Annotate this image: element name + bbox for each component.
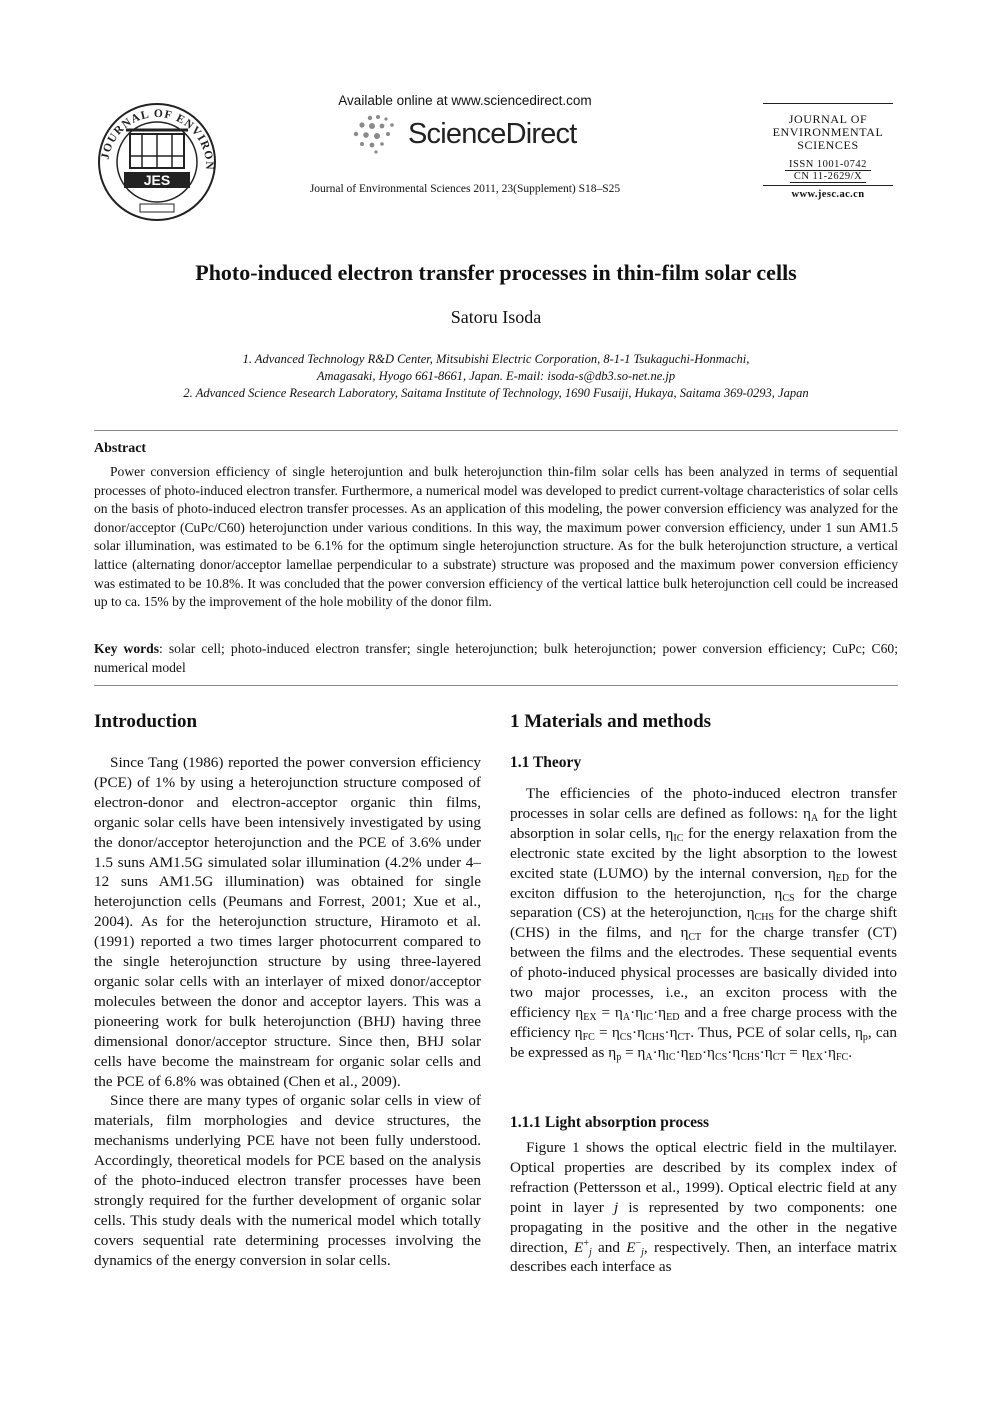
theory-paragraph: The efficiencies of the photo-induced electron transfer processes in solar cells are defined as follows: $\eta_A$ for the light absorption in solar cells, $\eta_{IC}$ for the energy relaxation from the electronic state excited by the light absorption to the lowest excited state (LUMO) by the internal conversion, $\eta_{ED}$ for the exciton diffusion to the heterojunction, $\eta_{CS}$ for the charge separation (CS) at the heterojunction, $\eta_{CHS}$ for the charge shift (CHS) in the films, and $\eta_{CT}$ for the charge transfer (CT) between the films and the electrodes. These sequential events of photo-induced physical processes are basically divided into two major processes, i.e., an exciton process with the efficiency $\eta_{EX} = \eta_A\cdot\eta_{IC}\cdot\eta_{ED}$ and a free charge process with the efficiency $\eta_{FC} = \eta_{CS}\cdot\eta_{CHS}\cdot\eta_{CT}$. Thus, PCE of solar cells, $\eta_p$, can be expressed as $\eta_p = \eta_A\cdot\eta_{IC}\cdot\eta_{ED}\cdot\eta_{CS}\cdot\eta_{CHS}\cdot\eta_{CT} = \eta_{EX}\cdot\eta_{FC}$. — [510, 785, 898, 1063]
divider — [94, 685, 898, 686]
cn-number: CN 11-2629/X — [790, 171, 866, 183]
keywords — [94, 640, 898, 677]
author: Satoru Isoda — [450, 307, 542, 327]
affiliation-2: 2. Advanced Science Research Laboratory, Saitama Institute of Technology, 1690 Fusaiji, Hukaya, Saitama 369-0293, Japan — [183, 386, 809, 400]
theory-heading: 1.1 Theory — [510, 754, 582, 771]
intro-paragraph-2: Since there are many types of organic solar cells in view of materials, film morphologies and device structures, the mechanisms underlying PCE have not been fully understood. Accordingly, theoretical models for PCE based on the analysis of the photo-induced electron transfer processes have been strongly required for the further development of organic solar cells. This study deals with the numerical model which totally covers sequential rate determining processes involving the dynamics of the energy conversion in solar cells. — [94, 1092, 481, 1269]
light-absorption-body — [510, 1138, 897, 1277]
logo-ring-text: JOURNAL OF ENVIRON — [99, 107, 216, 171]
journal-logo — [94, 100, 220, 222]
abstract-text: Power conversion efficiency of single heterojuntion and bulk heterojunction thin-film solar cells has been analyzed in terms of sequential processes of photo-induced electron transfer. Furthermore, a numerical model was developed to predict current-voltage characteristics of solar cells on the basis of photo-induced electron transfer processes. As an application of this modeling, the power conversion efficiency was analyzed for the donor/acceptor (CuPc/C60) heterojunction under various conditions. In this way, the maximum power conversion efficiency, under 1 sun AM1.5 solar illumination, was estimated to be 6.1% for the optimum single heterojunction structure. As for the bulk heterojunction structure, a vertical lattice (alternating donor/acceptor lamellae perpendicular to a substrate) structure was proposed and the maximum power conversion efficiency was estimated to be 10.8%. It was concluded that the power conversion efficiency of the vertical lattice bulk heterojunction cell could be increased up to ca. 15% by the improvement of the hole mobility of the donor film. — [94, 464, 898, 610]
theory-body — [510, 784, 897, 1063]
keywords-text: : solar cell; photo-induced electron transfer; single heterojunction; bulk heterojunction; power conversion efficiency; CuPc; C60; numerical model — [94, 641, 898, 675]
journal-box — [763, 103, 893, 200]
journal-title-3: SCIENCES — [797, 138, 859, 152]
keywords-label: Key words — [94, 641, 160, 656]
sciencedirect-logo — [350, 112, 590, 156]
sciencedirect-dots-icon — [350, 112, 406, 156]
publisher-name: ScienceDirect — [408, 118, 577, 150]
citation: Journal of Environmental Sciences 2011, 23(Supplement) S18–S25 — [309, 183, 621, 195]
introduction-body — [94, 753, 481, 1271]
methods-heading: 1 Materials and methods — [510, 711, 712, 732]
light-absorption-heading: 1.1.1 Light absorption process — [510, 1114, 710, 1131]
available-online: Available online at www.sciencedirect.com — [338, 93, 592, 108]
divider — [94, 430, 898, 431]
journal-title-2: ENVIRONMENTAL — [772, 125, 884, 139]
issn: ISSN 1001-0742 — [785, 159, 871, 171]
intro-paragraph-1: Since Tang (1986) reported the power conversion efficiency (PCE) of 1% by using a heterojunction structure composed of electron-donor and electron-acceptor organic thin films, organic solar cells have been intensively investigated by using the donor/acceptor heterojunction and the PCE of 3.6% under 1.5 suns AM1.5G simulated solar illumination (4.2% under 4–12 suns AM1.5G illumination) was obtained for single heterojunction cells (Peumans and Forrest, 2001; Xue et al., 2004). As for the heterojunction structure, Hiramoto et al. (1991) reported a two times larger photocurrent compared to the single heterojunction structure by using three-layered organic solar cells with an interlayer of mixed donor/acceptor molecules between the donor and acceptor layers. This was a pioneering work for bulk heterojunction (BHJ) having three dimensional donor/acceptor structure. Since then, BHJ solar cells have become the mainstream for organic solar cells and the PCE of 6.8% was obtained (Chen et al., 2009). — [94, 754, 481, 1090]
affiliation-1a: 1. Advanced Technology R&D Center, Mitsubishi Electric Corporation, 8-1-1 Tsukaguchi-Honmachi, — [242, 352, 750, 366]
journal-title-1: JOURNAL OF — [788, 112, 868, 126]
article-title: Photo-induced electron transfer processes in thin-film solar cells — [195, 260, 797, 285]
affiliation-1b: Amagasaki, Hyogo 661-8661, Japan. E-mail: isoda-s@db3.so-net.ne.jp — [316, 369, 676, 383]
introduction-heading: Introduction — [94, 711, 198, 732]
journal-url: www.jesc.ac.cn — [791, 189, 865, 200]
logo-abbrev: JES — [143, 172, 171, 188]
abstract-heading: Abstract — [94, 441, 147, 456]
light-absorption-paragraph: Figure 1 shows the optical electric field in the multilayer. Optical properties are described by its complex index of refraction (Pettersson et al., 1999). Optical electric field at any point in layer j is represented by two components: one propagating in the positive and the other in the negative direction, $E^+_j$ and $E^-_j$, respectively. Then, an interface matrix describes each interface as — [510, 1139, 897, 1276]
